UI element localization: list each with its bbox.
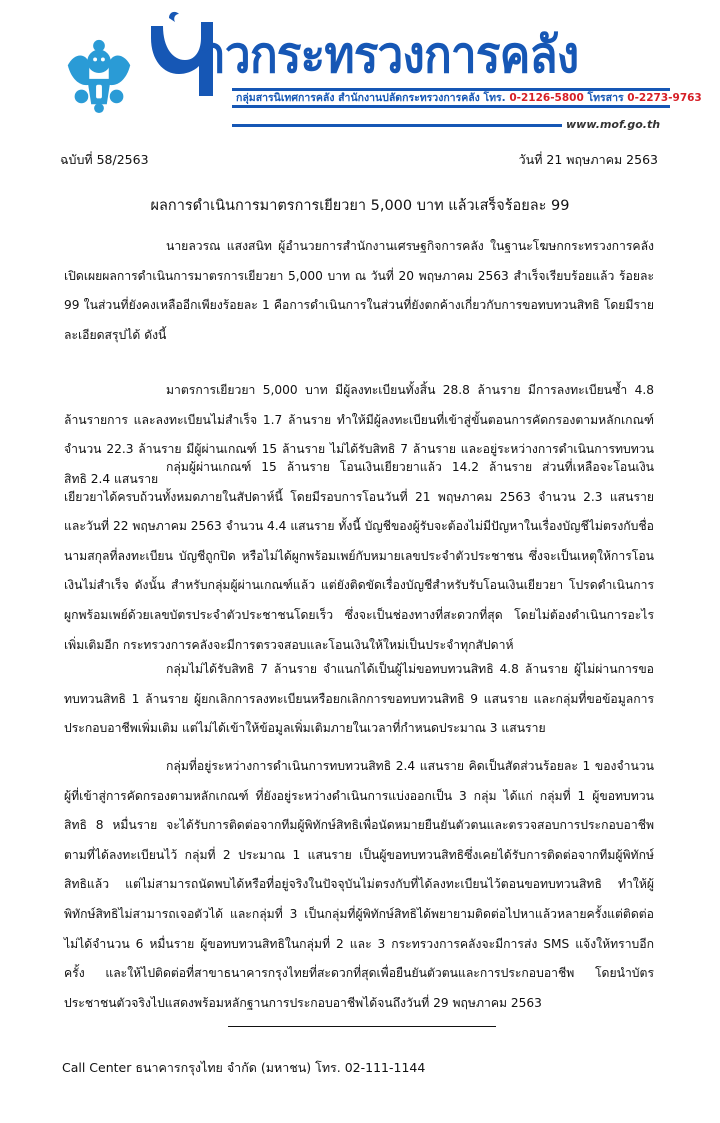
masthead-title: าวกระทรวงการคลัง <box>200 26 579 84</box>
contact-phone: 0-2126-5800 <box>509 92 584 104</box>
contact-fax-label: โทรสาร <box>587 92 624 104</box>
issue-number: ฉบับที่ 58/2563 <box>60 152 149 167</box>
issue-date: วันที่ 21 พฤษภาคม 2563 <box>518 152 658 167</box>
contact-bar <box>232 88 702 108</box>
website-link[interactable]: www.mof.go.th <box>566 118 661 131</box>
masthead-header <box>0 0 720 140</box>
paragraph-summary: มาตรการเยียวยา 5,000 บาท มีผู้ลงทะเบียนทั้งสิ้น 28.8 ล้านราย มีการลงทะเบียนซ้ำ 4.8 ล้านรายการ และลงทะเบียนไม่สำเร็จ 1.7 ล้านราย ทำให้มีผู้ลงทะเบียนที่เข้าสู่ขั้นตอนการคัดกรองตามหลักเกณฑ์จำนวน 22.3 ล้านราย มีผู้ผ่านเกณฑ์ 15 ล้านราย ไม่ได้รับสิทธิ 7 ล้านราย และอยู่ระหว่างการดำเนินการทบทวนสิทธิ 2.4 แสนราย <box>64 383 654 486</box>
call-center-info: Call Center ธนาคารกรุงไทย จำกัด (มหาชน) โทร. 02-111-1144 <box>62 1060 426 1075</box>
paragraph-review-group: กลุ่มที่อยู่ระหว่างการดำเนินการทบทวนสิทธิ 2.4 แสนราย คิดเป็นสัดส่วนร้อยละ 1 ของจำนวนผู้ที่เข้าสู่การคัดกรองตามหลักเกณฑ์ ที่ยังอยู่ระหว่างดำเนินการแบ่งออกเป็น 3 กลุ่ม ได้แก่ กลุ่มที่ 1 ผู้ขอทบทวนสิทธิ 8 หมื่นราย จะได้รับการติดต่อจากทีมผู้พิทักษ์สิทธิเพื่อนัดหมายยืนยันตัวตนและตรวจสอบการประกอบอาชีพตามที่ได้ลงทะเบียนไว้ กลุ่มที่ 2 ประมาณ 1 แสนราย เป็นผู้ขอทบทวนสิทธิซึ่งเคยได้รับการติดต่อจากทีมผู้พิทักษ์สิทธิแล้ว แต่ไม่สามารถนัดพบได้หรือที่อยู่จริงในปัจจุบันไม่ตรงกับที่ได้ลงทะเบียนไว้ตอนขอทบทวนสิทธิ ทำให้ผู้พิทักษ์สิทธิไม่สามารถเจอตัวได้ และกลุ่มที่ 3 เป็นกลุ่มที่ผู้พิทักษ์สิทธิได้พยายามติดต่อไปหาแล้วหลายครั้งแต่ติดต่อไม่ได้จำนวน 6 หมื่นราย ผู้ขอทบทวนสิทธิในกลุ่มที่ 2 และ 3 กระทรวงการคลังจะมีการส่ง SMS แจ้งให้ทราบอีกครั้ง และให้ไปติดต่อที่สาขาธนาคารกรุงไทยที่สะดวกที่สุดเพื่อยืนยันตัวตนและการประกอบอาชีพ โดยนำบัตรประชาชนตัวจริงไปแสดงพร้อมหลักฐานการประกอบอาชีพได้จนถึงวันที่ 29 พฤษภาคม 2563 <box>64 759 654 1010</box>
paragraph-ineligible-group: กลุ่มไม่ได้รับสิทธิ 7 ล้านราย จำแนกได้เป็นผู้ไม่ขอทบทวนสิทธิ 4.8 ล้านราย ผู้ไม่ผ่านการขอทบทวนสิทธิ 1 ล้านราย ผู้ยกเลิกการลงทะเบียนหรือยกเลิกการขอทบทวนสิทธิ 9 แสนราย และกลุ่มที่ขอข้อมูลการประกอบอาชีพเพิ่มเติม แต่ไม่ได้เข้าให้ข้อมูลเพิ่มเติมภายในเวลาที่กำหนดประมาณ 3 แสนราย <box>64 662 654 736</box>
page-title: ผลการดำเนินการมาตรการเยียวยา 5,000 บาท แล้วเสร็จร้อยละ 99 <box>150 198 570 214</box>
divider <box>228 1026 496 1027</box>
contact-department: กลุ่มสารนิเทศการคลัง สำนักงานปลัดกระทรวงการคลัง โทร. <box>236 92 506 104</box>
paragraph-eligible-group: กลุ่มผู้ผ่านเกณฑ์ 15 ล้านราย โอนเงินเยียวยาแล้ว 14.2 ล้านราย ส่วนที่เหลือจะโอนเงินเยียวยาได้ครบถ้วนทั้งหมดภายในสัปดาห์นี้ โดยมีรอบการโอนวันที่ 21 พฤษภาคม 2563 จำนวน 2.3 แสนราย และวันที่ 22 พฤษภาคม 2563 จำนวน 4.4 แสนราย ทั้งนี้ บัญชีของผู้รับจะต้องไม่มีปัญหาในเรื่องบัญชีไม่ตรงกับชื่อนามสกุลที่ลงทะเบียน บัญชีถูกปิด หรือไม่ได้ผูกพร้อมเพย์กับหมายเลขประจำตัวประชาชน ซึ่งจะเป็นเหตุให้การโอนเงินไม่สำเร็จ ดังนั้น สำหรับกลุ่มผู้ผ่านเกณฑ์แล้ว แต่ยังติดขัดเรื่องบัญชีสำหรับรับโอนเงินเยียวยา โปรดดำเนินการผูกพร้อมเพย์ด้วยเลขบัตรประจำตัวประชาชนโดยเร็ว ซึ่งจะเป็นช่องทางที่สะดวกที่สุด โดยไม่ต้องดำเนินการอะไรเพิ่มเติมอีก กระทรวงการคลังจะมีการตรวจสอบและโอนเงินให้ใหม่เป็นประจำทุกสัปดาห์ <box>64 460 654 652</box>
header-rule <box>232 124 562 127</box>
contact-fax: 0-2273-9763 <box>627 92 702 104</box>
garuda-emblem-icon <box>60 36 138 114</box>
paragraph-intro: นายลวรณ แสงสนิท ผู้อำนวยการสำนักงานเศรษฐกิจการคลัง ในฐานะโฆษกกระทรวงการคลัง เปิดเผยผลการดำเนินการมาตรการเยียวยา 5,000 บาท ณ วันที่ 20 พฤษภาคม 2563 สำเร็จเรียบร้อยแล้ว ร้อยละ 99 ในส่วนที่ยังคงเหลืออีกเพียงร้อยละ 1 คือการดำเนินการในส่วนที่ยังตกค้างเกี่ยวกับการขอทบทวนสิทธิ โดยมีรายละเอียดสรุปได้ ดังนี้ <box>64 239 654 342</box>
